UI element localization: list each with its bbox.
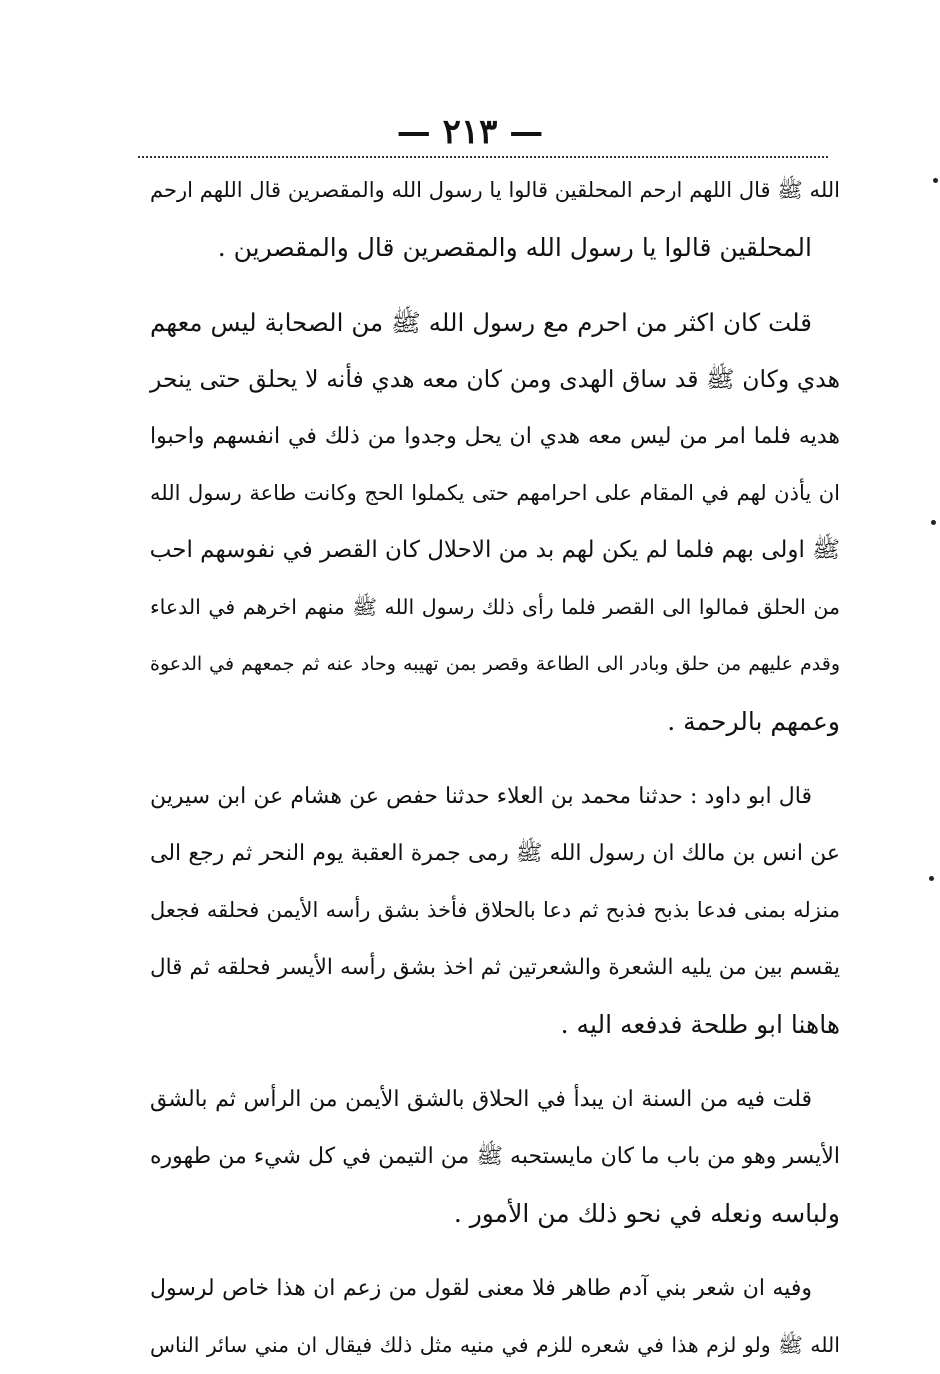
text-line: هاهنا ابو طلحة فدفعه اليه . [560,1010,840,1039]
body-text [150,162,840,1374]
text-line: قال ابو داود : حدثنا محمد بن العلاء حدثنا حفص عن هشام عن ابن سيرين [150,784,812,809]
text-line: ولباسه ونعله في نحو ذلك من الأمور . [453,1199,840,1228]
paragraph-5 [150,1260,840,1374]
paragraph-1 [150,162,840,276]
text-line: وعمهم بالرحمة . [667,707,840,736]
text-line: عن انس بن مالك ان رسول الله ﷺ رمى جمرة العقبة يوم النحر ثم رجع الى [150,841,840,866]
text-line: الله ﷺ ولو لزم هذا في شعره للزم في منيه مثل ذلك فيقال ان مني سائر الناس [150,1333,840,1357]
text-line: من الحلق فمالوا الى القصر فلما رأى ذلك رسول الله ﷺ منهم اخرهم في الدعاء [150,595,840,619]
paragraph-3 [150,768,840,1053]
header-dotted-rule [138,156,828,158]
margin-speck [931,520,936,525]
paragraph-2 [150,294,840,750]
text-line: وفيه ان شعر بني آدم طاهر فلا معنى لقول من زعم ان هذا خاص لرسول [150,1276,812,1301]
text-line: منزله بمنى فدعا بذبح فذبح ثم دعا بالحلاق فأخذ بشق رأسه الأيمن فحلقه فجعل [150,898,840,922]
text-line: قلت كان اكثر من احرم مع رسول الله ﷺ من الصحابة ليس معهم [150,308,812,337]
text-line: قلت فيه من السنة ان يبدأ في الحلاق بالشق الأيمن من الرأس ثم بالشق [150,1087,812,1112]
text-line: الله ﷺ قال اللهم ارحم المحلقين قالوا يا رسول الله والمقصرين قال اللهم ارحم [150,178,840,202]
text-line: يقسم بين من يليه الشعرة والشعرتين ثم اخذ بشق رأسه الأيسر فحلقه ثم قال [150,955,840,980]
text-line: هدي وكان ﷺ قد ساق الهدى ومن كان معه هدي فأنه لا يحلق حتى ينحر [150,365,840,393]
text-line: هديه فلما امر من ليس معه هدي ان يحل وجدوا من ذلك في انفسهم واحبوا [150,424,840,449]
paragraph-4 [150,1071,840,1242]
margin-speck [933,178,938,183]
text-line: ﷺ اولى بهم فلما لم يكن لهم بد من الاحلال كان القصر في نفوسهم احب [149,537,840,563]
text-line: ان يأذن لهم في المقام على احرامهم حتى يكملوا الحج وكانت طاعة رسول الله [150,481,840,505]
text-line: المحلقين قالوا يا رسول الله والمقصرين قال والمقصرين . [217,233,812,262]
margin-speck [929,876,934,881]
text-line: الأيسر وهو من باب ما كان مايستحبه ﷺ من التيمن في كل شيء من طهوره [150,1144,840,1169]
page-number: — ٢١٣ — [396,112,544,152]
text-line: وقدم عليهم من حلق وبادر الى الطاعة وقصر بمن تهيبه وحاد عنه ثم جمعهم في الدعوة [150,653,840,675]
